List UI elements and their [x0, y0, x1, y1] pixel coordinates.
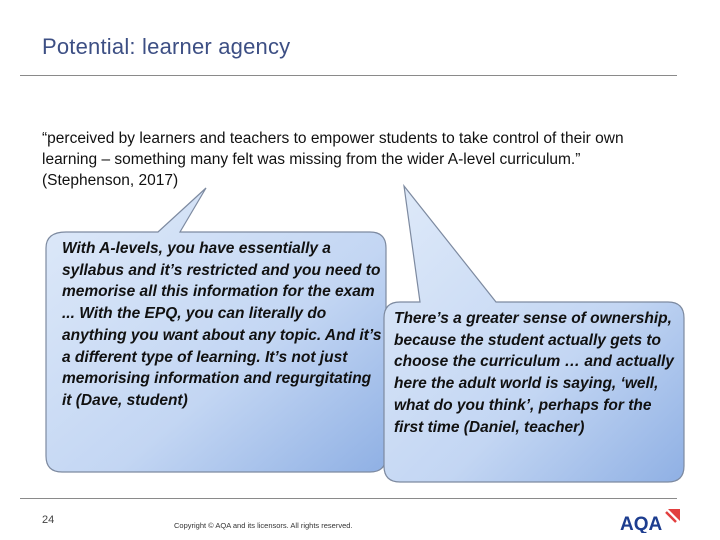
slide-title: Potential: learner agency: [42, 34, 291, 59]
bubble-quote-daniel: There’s a greater sense of ownership, because the student actually gets to choose the curriculum … and actually here the adult world is saying, ‘well, what do you think’, perhaps for the first time (Daniel, teacher): [394, 310, 674, 436]
copyright-notice: Copyright © AQA and its licensors. All rights reserved.: [174, 521, 353, 530]
aqa-logo-icon: [620, 507, 682, 533]
bubble-quote-dave: With A-levels, you have essentially a syllabus and it’s restricted and you need to memorise all this information for the exam ... With the EPQ, you can literally do anything you want about any topic. And it’s a different type of learning. It’s not just memorising information and regurgitating it (Dave, student): [62, 240, 382, 409]
quote-text: “perceived by learners and teachers to empower students to take control of their own learning – something many felt was missing from the wider A-level curriculum.” (Stephenson, 2017): [42, 130, 624, 189]
page-number: 24: [42, 514, 55, 526]
footer-divider: [20, 498, 677, 499]
logo-text: AQA: [620, 514, 663, 533]
